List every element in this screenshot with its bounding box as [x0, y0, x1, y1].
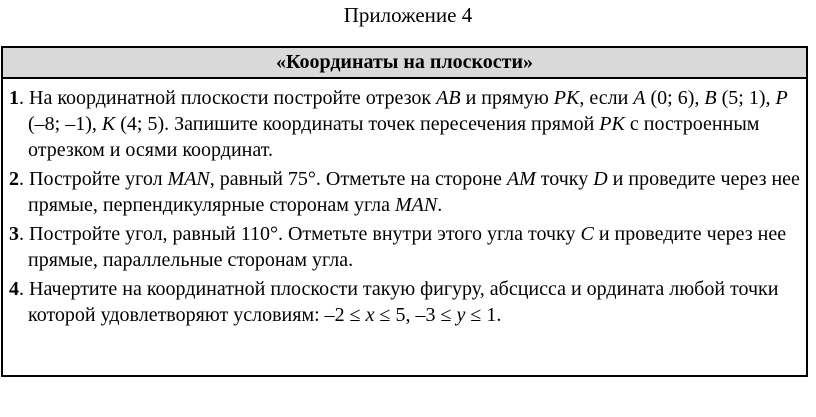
math-variable: y	[456, 304, 466, 326]
task-text: , если	[579, 87, 634, 109]
task-item	[9, 276, 802, 328]
math-variable: P	[775, 87, 788, 109]
math-variable: MAN	[167, 168, 210, 190]
task-item	[9, 166, 802, 218]
task-number: 3	[9, 223, 19, 245]
math-variable: MAN	[395, 194, 438, 216]
math-variable: A	[633, 87, 646, 109]
task-text: точку	[535, 168, 594, 190]
task-text: . Постройте угол, равный 110°. Отметьте внутри этого угла точку	[19, 223, 581, 245]
task-item	[9, 85, 802, 163]
math-variable: D	[593, 168, 608, 190]
task-text: и прямую	[460, 87, 554, 109]
task-item	[9, 221, 802, 273]
task-text: ≤ 1.	[465, 304, 502, 326]
page-title: Приложение 4	[343, 3, 473, 27]
math-variable: AB	[436, 87, 461, 109]
task-number: 4	[9, 278, 19, 300]
task-text: . На координатной плоскости постройте отрезок	[19, 87, 437, 109]
task-text: (0; 6),	[645, 87, 705, 109]
task-text: (–8; –1),	[28, 113, 102, 135]
math-variable: K	[101, 113, 116, 135]
task-text: .	[437, 194, 443, 216]
task-list	[3, 79, 806, 328]
task-text: (4; 5). Запишите координаты точек пересечения прямой	[115, 113, 600, 135]
sheet-header: «Координаты на плоскости»	[3, 48, 806, 79]
math-variable: B	[704, 87, 717, 109]
math-variable: x	[365, 304, 375, 326]
task-text: и проведите через нее прямые, перпендикулярные сторонам угла	[28, 168, 800, 216]
task-text: ≤ 5, –3 ≤	[374, 304, 457, 326]
task-number: 1	[9, 87, 19, 109]
task-text: с построенным отрезком и осями координат.	[28, 113, 760, 161]
math-variable: PK	[599, 113, 625, 135]
math-variable: C	[580, 223, 594, 245]
task-text: (5; 1),	[716, 87, 776, 109]
math-variable: AM	[506, 168, 536, 190]
task-text: , равный 75°. Отметьте на стороне	[209, 168, 507, 190]
task-text: . Начертите на координатной плоскости такую фигуру, абсцисса и ордината любой точки которой удовлетворяют условиям: –2 ≤	[19, 278, 779, 326]
math-variable: PK	[553, 87, 580, 109]
task-text: и проведите через нее прямые, параллельные сторонам угла.	[28, 223, 787, 271]
task-number: 2	[9, 168, 19, 190]
task-text: . Постройте угол	[19, 168, 168, 190]
task-sheet	[1, 46, 808, 377]
